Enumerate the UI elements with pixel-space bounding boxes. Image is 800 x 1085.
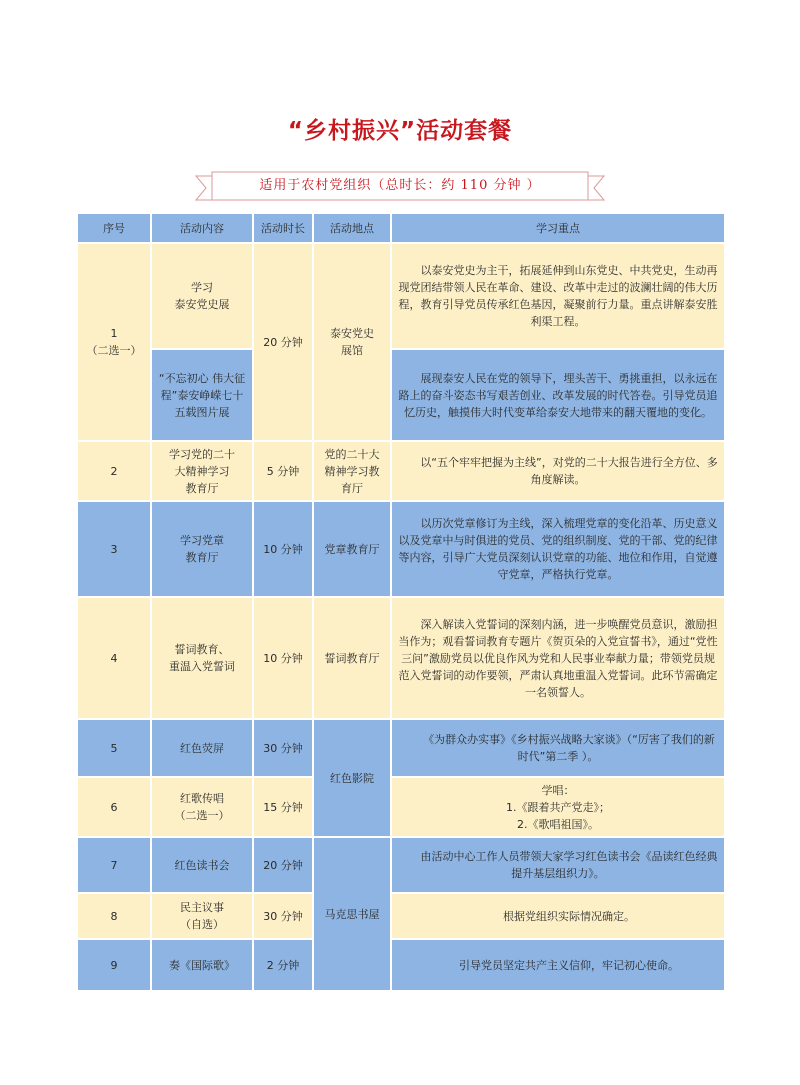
row-duration: 20 分钟 xyxy=(254,244,312,440)
row-focus-text: 引导党员坚定共产主义信仰，牢记初心使命。 xyxy=(459,958,679,972)
row-focus xyxy=(392,598,724,718)
table-row xyxy=(78,940,724,990)
row-focus-text: 根据党组织实际情况确定。 xyxy=(503,909,635,923)
table-header-row xyxy=(78,214,724,242)
row-duration: 30 分钟 xyxy=(254,894,312,938)
row-focus-text: 深入解读入党誓词的深刻内涵，进一步唤醒党员意识，激励担当作为；观看誓词教育专题片《贺页朵的入党宣誓书》，通过“党性三问”激励党员以优良作风为党和人民事业奉献力量；带领党员规范入党誓词的动作要领，严肃认真地重温入党誓词。此环节需确定一名领誓人。 xyxy=(398,617,718,699)
row-no: 8 xyxy=(78,894,150,938)
table-row xyxy=(78,720,724,776)
row-duration: 10 分钟 xyxy=(254,598,312,718)
row-no: 9 xyxy=(78,940,150,990)
row-duration: 10 分钟 xyxy=(254,502,312,596)
row-content: 民主议事 （自选） xyxy=(152,894,252,938)
row-focus xyxy=(392,350,724,440)
row-duration: 20 分钟 xyxy=(254,838,312,892)
row-duration: 2 分钟 xyxy=(254,940,312,990)
row-no: 5 xyxy=(78,720,150,776)
subtitle-ribbon xyxy=(190,168,610,206)
row-no: 1 （二选一） xyxy=(78,244,150,440)
focus-line: 1.《跟着共产党走》； xyxy=(506,800,610,814)
row-duration: 30 分钟 xyxy=(254,720,312,776)
table-row xyxy=(78,350,724,440)
table-row xyxy=(78,244,724,348)
row-duration: 15 分钟 xyxy=(254,778,312,836)
focus-line: 2.《歌唱祖国》。 xyxy=(517,817,599,831)
row-venue: 马克思书屋 xyxy=(314,838,390,990)
row-focus xyxy=(392,940,724,990)
row-content: 红色荧屏 xyxy=(152,720,252,776)
row-focus xyxy=(392,720,724,776)
row-venue: 泰安党史 展馆 xyxy=(314,244,390,440)
row-content: 学习 泰安党史展 xyxy=(152,244,252,348)
row-content: 誓词教育、 重温入党誓词 xyxy=(152,598,252,718)
row-content: 奏《国际歌》 xyxy=(152,940,252,990)
row-venue: 誓词教育厅 xyxy=(314,598,390,718)
table-row xyxy=(78,598,724,718)
header-no: 序号 xyxy=(78,214,150,242)
row-focus xyxy=(392,838,724,892)
table-row xyxy=(78,502,724,596)
row-focus-text: 《为群众办实事》《乡村振兴战略大家谈》（“厉害了我们的新时代”第二季 ）。 xyxy=(423,733,715,763)
row-no: 6 xyxy=(78,778,150,836)
header-focus: 学习重点 xyxy=(392,214,724,242)
row-venue: 党章教育厅 xyxy=(314,502,390,596)
row-venue: 红色影院 xyxy=(314,720,390,836)
row-no: 2 xyxy=(78,442,150,500)
row-venue: 党的二十大 精神学习教 育厅 xyxy=(314,442,390,500)
row-no: 7 xyxy=(78,838,150,892)
row-content: 红歌传唱 （二选一） xyxy=(152,778,252,836)
row-focus xyxy=(392,502,724,596)
row-focus xyxy=(392,778,724,836)
row-focus-text: 展现泰安人民在党的领导下，埋头苦干、勇挑重担，以永远在路上的奋斗姿态书写艰苦创业、改革发展的时代答卷。引导党员追忆历史，触摸伟大时代变革给泰安大地带来的翻天覆地的变化。 xyxy=(398,371,718,419)
row-focus xyxy=(392,244,724,348)
page-title: “乡村振兴”活动套餐 xyxy=(287,118,513,144)
row-focus-text: 以历次党章修订为主线，深入梳理党章的变化沿革、历史意义以及党章中与时俱进的党员、党的组织制度、党的干部、党的纪律等内容，引导广大党员深刻认识党章的功能、地位和作用，自觉遵守党章，严格执行党章。 xyxy=(398,517,718,581)
table-row xyxy=(78,894,724,938)
table-row xyxy=(78,442,724,500)
row-focus-text: 以“五个牢牢把握为主线”，对党的二十大报告进行全方位、多角度解读。 xyxy=(420,456,718,486)
row-content: 红色读书会 xyxy=(152,838,252,892)
table-row xyxy=(78,838,724,892)
row-content: 学习党章 教育厅 xyxy=(152,502,252,596)
focus-line: 学唱： xyxy=(541,783,575,797)
row-content: “不忘初心 伟大征程”泰安峥嵘七十五载图片展 xyxy=(152,350,252,440)
activity-table xyxy=(76,212,726,992)
subtitle-text: 适用于农村党组织（总时长：约 110 分钟 ） xyxy=(259,178,541,193)
header-content: 活动内容 xyxy=(152,214,252,242)
row-focus xyxy=(392,894,724,938)
table-row xyxy=(78,778,724,836)
row-no: 3 xyxy=(78,502,150,596)
row-content: 学习党的二十 大精神学习 教育厅 xyxy=(152,442,252,500)
row-no: 4 xyxy=(78,598,150,718)
row-focus-text: 由活动中心工作人员带领大家学习红色读书会《品读红色经典 提升基层组织力》。 xyxy=(420,850,718,880)
header-duration: 活动时长 xyxy=(254,214,312,242)
row-focus xyxy=(392,442,724,500)
header-venue: 活动地点 xyxy=(314,214,390,242)
row-duration: 5 分钟 xyxy=(254,442,312,500)
row-focus-text: 以泰安党史为主干，拓展延伸到山东党史、中共党史，生动再现党团结带领人民在革命、建设、改革中走过的波澜壮阔的伟大历程，教育引导党员传承红色基因，凝聚前行力量。重点讲解泰安胜利渠工程。 xyxy=(398,264,718,328)
